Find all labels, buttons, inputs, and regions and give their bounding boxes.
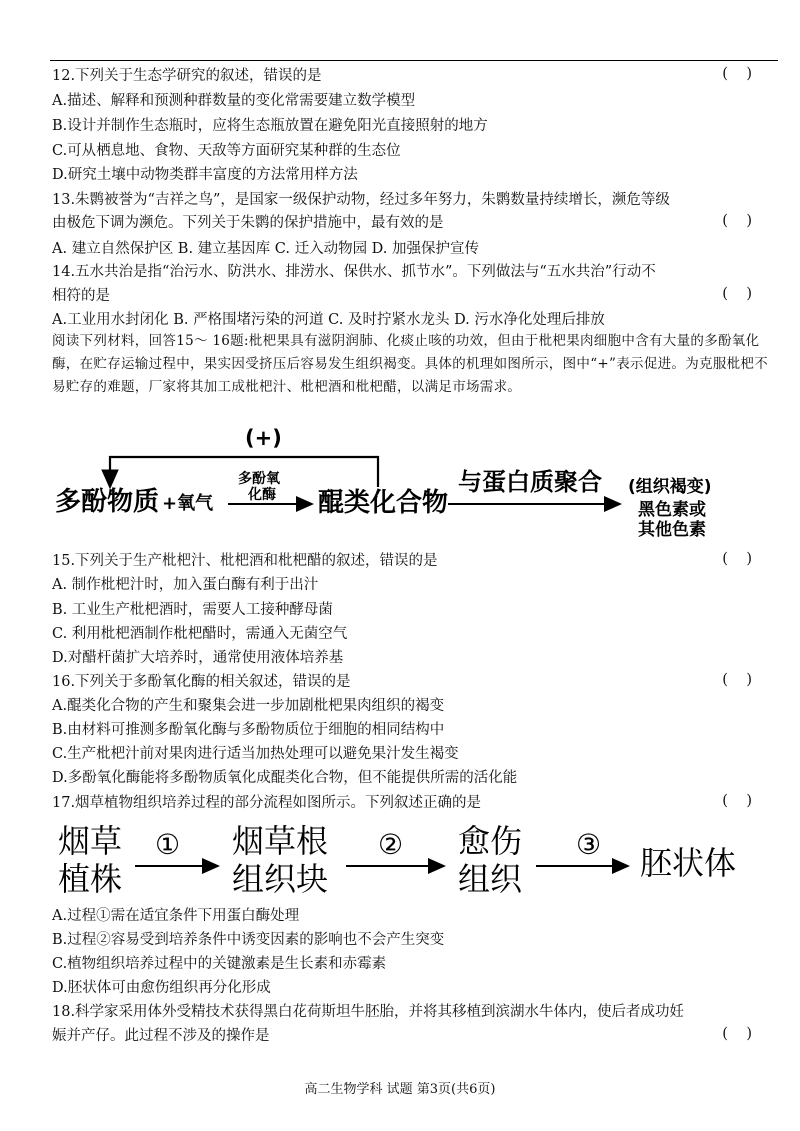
q18-answer-bracket: ( ) <box>722 1026 752 1042</box>
flow-node-embryoid: 胚状体 <box>640 844 737 882</box>
flow-step-3: ③ <box>576 828 602 861</box>
header-rule <box>50 60 778 61</box>
pigment-label-line2: 其他色素 <box>638 520 706 540</box>
q12-option-c: C.可从栖息地、食物、天敌等方面研究某种群的生态位 <box>52 143 401 159</box>
flow-node-callus-line1: 愈伤 <box>458 822 523 860</box>
polymerization-label: 与蛋白质聚合 <box>458 468 602 496</box>
flow-node-plant-line1: 烟草 <box>58 822 123 860</box>
q14-answer-bracket: ( ) <box>722 286 752 302</box>
promotion-plus-label: (+) <box>245 426 282 450</box>
q17-option-c: C.植物组织培养过程中的关键激素是生长素和赤霉素 <box>52 956 387 972</box>
flow-node-plant-line2: 植株 <box>58 860 123 898</box>
q16-option-a: A.醌类化合物的产生和聚集会进一步加剧枇杷果肉组织的褐变 <box>52 698 445 714</box>
q15-answer-bracket: ( ) <box>722 551 752 567</box>
q12-option-a: A.描述、解释和预测种群数量的变化常需要建立数学模型 <box>52 93 416 109</box>
q18-stem-line2: 娠并产仔。此过程不涉及的操作是 <box>52 1028 270 1044</box>
q18-stem-line1: 18.科学家采用体外受精技术获得黑白花荷斯坦牛胚胎，并将其移植到滨湖水牛体内，使后者成功妊 <box>52 1004 685 1020</box>
enzyme-label-line2: 化酶 <box>248 487 276 503</box>
page-footer: 高二生物学科 试题 第3页(共6页) <box>304 1082 496 1097</box>
pigment-label-line1: 黑色素或 <box>638 500 706 520</box>
q17-option-a: A.过程①需在适宜条件下用蛋白酶处理 <box>52 908 300 924</box>
oxygen-label: +氧气 <box>162 493 214 514</box>
q13-answer-bracket: ( ) <box>722 213 752 229</box>
q12-option-d: D.研究土壤中动物类群丰富度的方法常用样方法 <box>52 167 358 183</box>
flow-step-2: ② <box>378 828 404 861</box>
q17-option-b: B.过程②容易受到培养条件中诱变因素的影响也不会产生突变 <box>52 932 445 948</box>
q12-answer-bracket: ( ) <box>722 66 752 82</box>
q16-answer-bracket: ( ) <box>722 672 752 688</box>
flow-node-root-tissue-line2: 组织块 <box>232 860 329 898</box>
q14-stem-line2: 相符的是 <box>52 288 110 304</box>
q15-option-c: C. 利用枇杷酒制作枇杷醋时，需通入无菌空气 <box>52 626 348 642</box>
q13-stem-line1: 13.朱鹮被誉为“吉祥之鸟”，是国家一级保护动物，经过多年努力，朱鹮数量持续增长，濒危等级 <box>52 192 670 208</box>
flow-node-root-tissue-line1: 烟草根 <box>232 822 329 860</box>
product-label: 醌类化合物 <box>318 488 449 518</box>
q12-option-b: B.设计并制作生态瓶时，应将生态瓶放置在避免阳光直接照射的地方 <box>52 118 488 134</box>
q17-stem: 17.烟草植物组织培养过程的部分流程如图所示。下列叙述正确的是 <box>52 795 482 811</box>
q15-stem: 15.下列关于生产枇杷汁、枇杷酒和枇杷醋的叙述，错误的是 <box>52 553 438 569</box>
q17-answer-bracket: ( ) <box>722 793 752 809</box>
q15-option-a: A. 制作枇杷汁时，加入蛋白酶有利于出汁 <box>52 577 319 593</box>
q16-option-c: C.生产枇杷汁前对果肉进行适当加热处理可以避免果汁发生褐变 <box>52 746 459 762</box>
q17-option-d: D.胚状体可由愈伤组织再分化形成 <box>52 980 271 996</box>
q14-options: A.工业用水封闭化 B. 严格围堵污染的河道 C. 及时拧紧水龙头 D. 污水净化处理后排放 <box>52 312 605 328</box>
enzyme-label-line1: 多酚氧 <box>238 471 280 487</box>
q13-stem-line2: 由极危下调为濒危。下列关于朱鹮的保护措施中，最有效的是 <box>52 215 444 231</box>
q14-stem-line1: 14.五水共治是指“治污水、防洪水、排涝水、保供水、抓节水”。下列做法与“五水共治”行动不 <box>52 264 656 280</box>
tissue-browning-note: (组织褐变) <box>628 477 712 497</box>
tissue-culture-flow-diagram <box>50 822 770 902</box>
substrate-label: 多酚物质 <box>55 487 160 517</box>
flow-node-callus-line2: 组织 <box>458 860 523 898</box>
q16-stem: 16.下列关于多酚氧化酶的相关叙述，错误的是 <box>52 674 351 690</box>
q15-option-d: D.对醋杆菌扩大培养时，通常使用液体培养基 <box>52 650 344 666</box>
q15-option-b: B. 工业生产枇杷酒时，需要人工接种酵母菌 <box>52 602 333 618</box>
browning-mechanism-diagram <box>50 425 770 545</box>
q16-option-d: D.多酚氧化酶能将多酚物质氧化成醌类化合物，但不能提供所需的活化能 <box>52 770 518 786</box>
q16-option-b: B.由材料可推测多酚氧化酶与多酚物质位于细胞的相同结构中 <box>52 722 445 738</box>
q13-options: A. 建立自然保护区 B. 建立基因库 C. 迁入动物园 D. 加强保护宣传 <box>52 241 480 257</box>
flow-step-1: ① <box>155 828 181 861</box>
q12-stem: 12.下列关于生态学研究的叙述，错误的是 <box>52 68 322 84</box>
reading-passage: 阅读下列材料，回答15～ 16题:枇杷果具有滋阴润肺、化痰止咳的功效，但由于枇杷果肉细胞中含有大量的多酚氧化酶，在贮存运输过程中，果实因受挤压后容易发生组织褐变。具体的机理如图所示，图中“+”表示促进。为克服枇杷不易贮存的难题，厂家将其加工成枇杷汁、枇杷酒和枇杷醋，以满足市场需求。 <box>52 333 769 395</box>
